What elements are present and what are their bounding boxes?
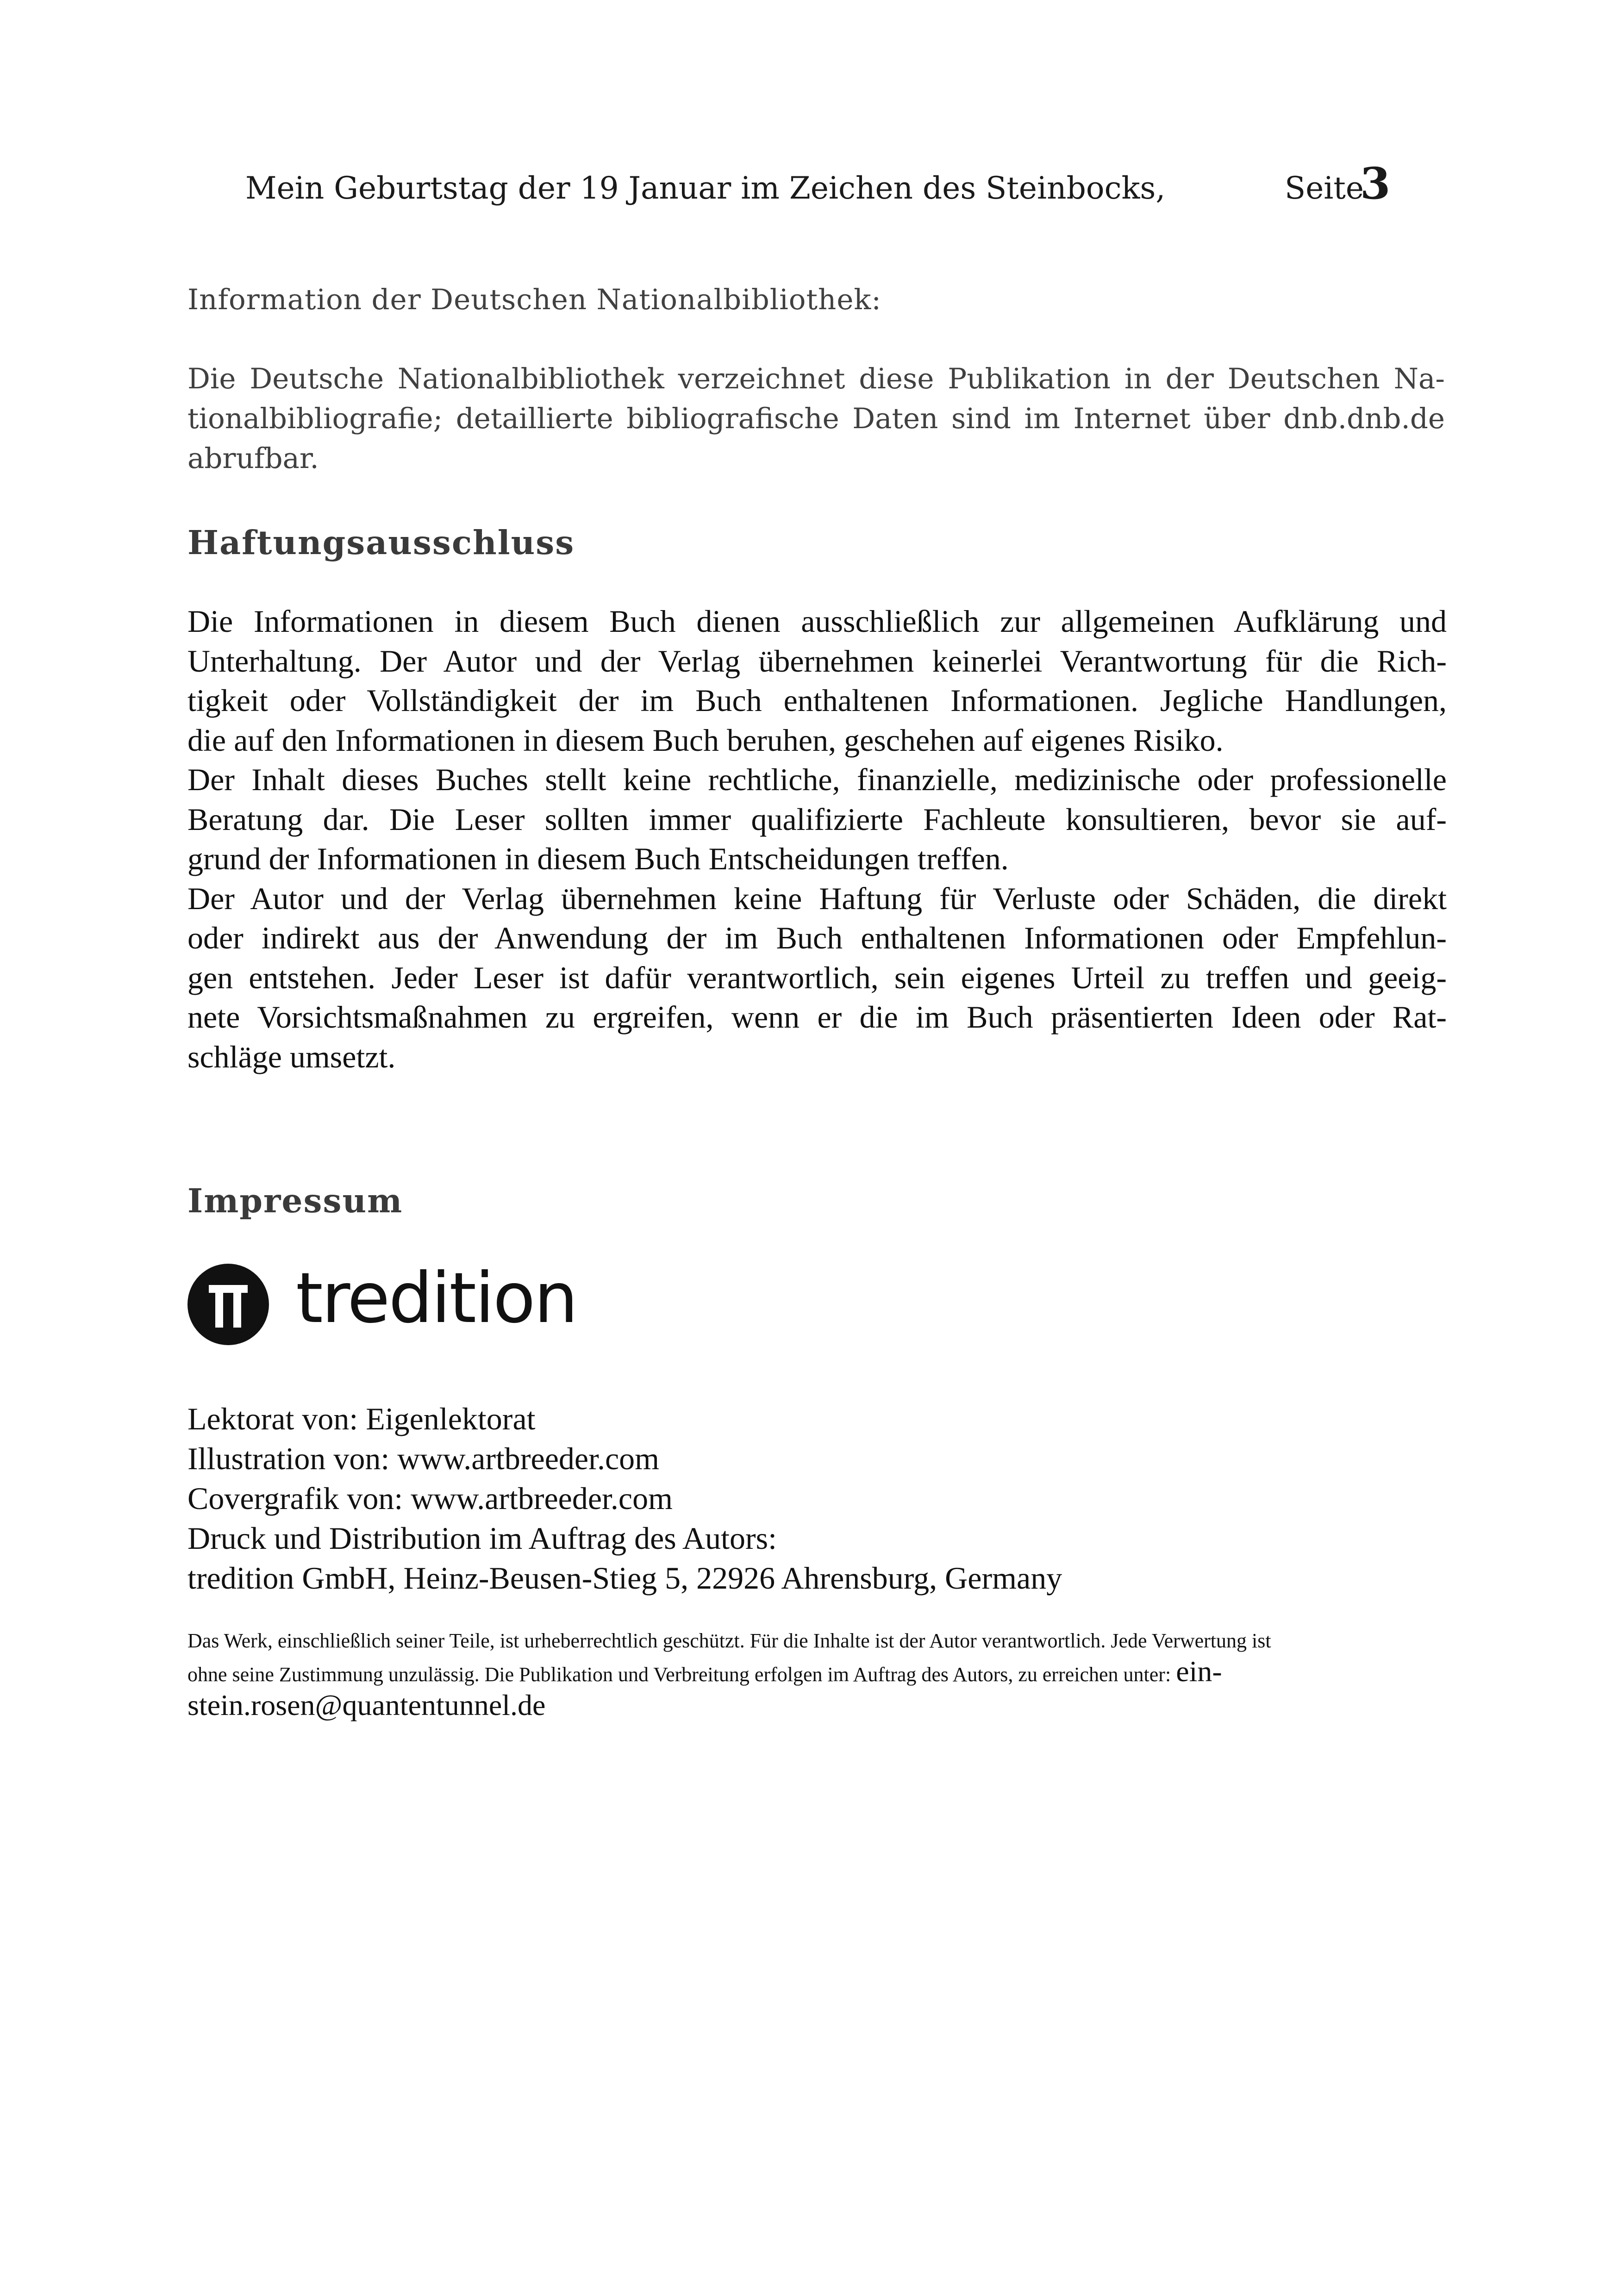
disclaimer-line: Beratung dar. Die Leser sollten immer qualifizierte Fachleute konsultieren, bevor sie auf- — [187, 801, 1447, 837]
disclaimer-line: grund der Informationen in diesem Buch Entscheidungen treffen. — [187, 841, 1009, 876]
disclaimer-line: oder indirekt aus der Anwendung der im Buch enthaltenen Informationen oder Empfehlun- — [187, 920, 1447, 955]
page-number: 3 — [1360, 158, 1391, 209]
dnb-line: Die Deutsche Nationalbibliothek verzeichnet diese Publikation in der Deutschen Na- — [187, 362, 1445, 395]
legal-line — [187, 1656, 1400, 1690]
impressum-heading: Impressum — [187, 1181, 403, 1220]
credit-line: Illustration von: www.artbreeder.com — [187, 1441, 660, 1476]
disclaimer-line: schläge umsetzt. — [187, 1039, 396, 1074]
disclaimer-line: gen entstehen. Jeder Leser ist dafür verantwortlich, sein eigenes Urteil zu treffen und geeig- — [187, 960, 1447, 995]
credit-line: tredition GmbH, Heinz-Beusen-Stieg 5, 22926 Ahrensburg, Germany — [187, 1560, 1062, 1596]
disclaimer-line: Unterhaltung. Der Autor und der Verlag übernehmen keinerlei Verantwortung für die Rich- — [187, 643, 1447, 679]
contact-email: stein.rosen@quantentunnel.de — [187, 1689, 546, 1721]
running-header — [245, 157, 1403, 218]
dnb-paragraph — [187, 359, 1445, 479]
header-title: Mein Geburtstag der 19 Januar im Zeichen des Steinbocks, — [245, 170, 1166, 206]
credit-line: Druck und Distribution im Auftrag des Autors: — [187, 1521, 777, 1556]
tredition-logo-icon — [187, 1264, 269, 1345]
dnb-line: abrufbar. — [187, 442, 319, 475]
legal-notice — [187, 1626, 1400, 1721]
dnb-heading: Information der Deutschen Nationalbibliothek: — [187, 283, 881, 316]
dnb-line: tionalbibliografie; detaillierte bibliografische Daten sind im Internet über dnb.dnb.de — [187, 402, 1445, 435]
credit-line: Covergrafik von: www.artbreeder.com — [187, 1481, 673, 1516]
tredition-logo — [187, 1258, 577, 1348]
disclaimer-line: die auf den Informationen in diesem Buch beruhen, geschehen auf eigenes Risiko. — [187, 722, 1224, 758]
disclaimer-line: Die Informationen in diesem Buch dienen ausschließlich zur allgemeinen Aufklärung und — [187, 604, 1447, 639]
credit-line: Lektorat von: Eigenlektorat — [187, 1401, 536, 1436]
disclaimer-paragraph — [187, 602, 1447, 1077]
disclaimer-heading: Haftungsausschluss — [187, 523, 575, 562]
disclaimer-line: tigkeit oder Vollständigkeit der im Buch enthaltenen Informationen. Jegliche Handlungen, — [187, 683, 1447, 718]
legal-text: ohne seine Zustimmung unzulässig. Die Publikation und Verbreitung erfolgen im Auftrag des Autors, zu erreichen unter: — [187, 1663, 1171, 1686]
tredition-wordmark: tredition — [296, 1258, 577, 1339]
page-label: Seite — [1285, 170, 1364, 206]
email-part: ein- — [1176, 1655, 1222, 1688]
disclaimer-line: nete Vorsichtsmaßnahmen zu ergreifen, wenn er die im Buch präsentierten Ideen oder Rat- — [187, 999, 1447, 1035]
credits-list — [187, 1399, 1062, 1598]
disclaimer-line: Der Inhalt dieses Buches stellt keine rechtliche, finanzielle, medizinische oder professionelle — [187, 762, 1447, 797]
disclaimer-line: Der Autor und der Verlag übernehmen keine Haftung für Verluste oder Schäden, die direkt — [187, 880, 1447, 916]
legal-line: Das Werk, einschließlich seiner Teile, ist urheberrechtlich geschützt. Für die Inhalte ist der Autor verantwortlich. Jede Verwertung ist — [187, 1629, 1271, 1652]
